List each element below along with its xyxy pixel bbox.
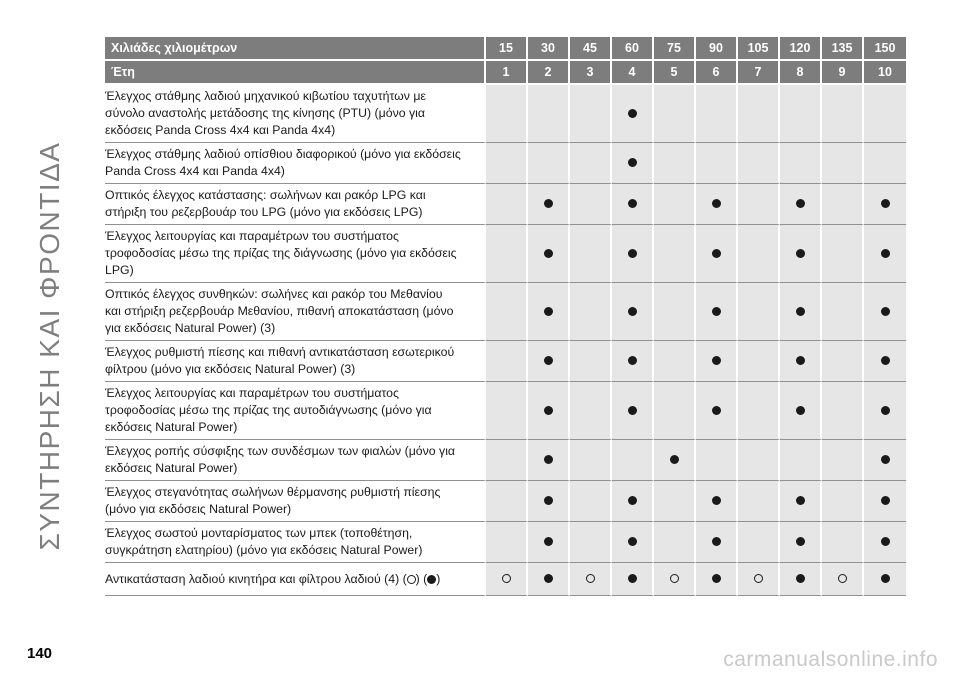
interval-cell [864,143,906,184]
interval-cell [696,225,738,283]
interval-cell [654,341,696,382]
interval-cell [696,382,738,440]
interval-cell [864,522,906,563]
interval-cell [612,341,654,382]
km-header-label: Χιλιάδες χιλιομέτρων [105,37,486,61]
interval-cell [822,382,864,440]
interval-cell [696,184,738,225]
filled-dot-icon [881,455,890,464]
year-header-cell: 8 [780,61,822,85]
interval-cell [696,563,738,596]
interval-cell [654,283,696,341]
interval-cell [822,440,864,481]
description-line: και στήριξη ρεζερβουάρ Μεθανίου, πιθανή αποκατάσταση (μόνο [105,304,454,318]
interval-cell [528,225,570,283]
interval-cell [612,143,654,184]
description-line: Οπτικός έλεγχος συνθηκών: σωλήνες και ρακόρ του Μεθανίου [105,287,443,301]
operation-description [105,382,486,440]
km-header-row [105,37,906,61]
operation-description [105,85,486,143]
interval-cell [654,382,696,440]
description-line: Έλεγχος λειτουργίας και παραμέτρων του συστήματος [105,229,399,243]
description-line: Έλεγχος ροπής σύσφιξης των συνδέσμων των φιαλών (μόνο για [105,444,456,458]
filled-dot-icon [628,537,637,546]
maintenance-table [105,37,906,596]
table-row [105,85,906,143]
interval-cell [696,522,738,563]
filled-dot-icon [628,496,637,505]
table-row [105,563,906,596]
interval-cell [738,440,780,481]
interval-cell [486,225,528,283]
filled-dot-icon [544,199,553,208]
km-header-cell: 150 [864,37,906,61]
table-row [105,341,906,382]
filled-dot-icon [796,537,805,546]
description-line: Αντικατάσταση λαδιού κινητήρα και φίλτρου λαδιού (4) ( [105,571,407,586]
description-line: τροφοδοσίας μέσω της πρίζας της διάγνωσης (μόνο για εκδόσεις [105,246,457,260]
filled-dot-icon [544,249,553,258]
interval-cell [486,522,528,563]
interval-cell [696,341,738,382]
filled-dot-icon [544,455,553,464]
description-line: (μόνο για εκδόσεις Natural Power) [105,502,292,516]
interval-cell [528,143,570,184]
table-row [105,143,906,184]
interval-cell [738,563,780,596]
interval-cell [486,283,528,341]
years-header-row [105,61,906,85]
description-line: Έλεγχος στάθμης λαδιού οπίσθιου διαφορικού (μόνο για εκδόσεις [105,147,461,161]
interval-cell [822,184,864,225]
interval-cell [864,341,906,382]
description-line: Panda Cross 4x4 και Panda 4x4) [105,164,285,178]
description-line: για εκδόσεις Natural Power) (3) [105,321,276,335]
description-line: Οπτικός έλεγχος κατάστασης: σωλήνων και ρακόρ LPG και [105,188,426,202]
interval-cell [570,440,612,481]
description-line: συγκράτηση ελατηρίου) (μόνο για εκδόσεις Natural Power) [105,543,423,557]
interval-cell [780,283,822,341]
interval-cell [780,563,822,596]
filled-dot-icon [628,109,637,118]
interval-cell [738,481,780,522]
table-row [105,225,906,283]
filled-dot-icon [628,574,637,583]
filled-dot-icon [544,537,553,546]
interval-cell [570,481,612,522]
interval-cell [486,563,528,596]
year-header-cell: 10 [864,61,906,85]
description-line: Έλεγχος στάθμης λαδιού μηχανικού κιβωτίου ταχυτήτων με [105,89,426,103]
filled-dot-icon [796,199,805,208]
interval-cell [654,184,696,225]
description-line: Έλεγχος σωστού μονταρίσματος των μπεκ (τοποθέτηση, [105,526,413,540]
filled-dot-icon [796,249,805,258]
year-header-cell: 9 [822,61,864,85]
table-row [105,184,906,225]
empty-circle-icon [502,574,511,583]
km-header-cell: 15 [486,37,528,61]
interval-cell [612,283,654,341]
table-row [105,481,906,522]
interval-cell [528,85,570,143]
interval-cell [822,225,864,283]
filled-dot-icon [544,356,553,365]
interval-cell [738,382,780,440]
interval-cell [738,143,780,184]
interval-cell [528,184,570,225]
km-header-cell: 135 [822,37,864,61]
description-line: ) ( [415,571,428,586]
description-line: φίλτρου (μόνο για εκδόσεις Natural Power) (3) [105,362,356,376]
side-section-title: ΣΥΝΤΗΡΗΣΗ ΚΑΙ ΦΡΟΝΤΙΔΑ [34,141,65,551]
interval-cell [738,341,780,382]
interval-cell [738,85,780,143]
filled-dot-icon [712,199,721,208]
filled-dot-icon [881,199,890,208]
interval-cell [570,85,612,143]
interval-cell [612,382,654,440]
interval-cell [822,283,864,341]
filled-dot-icon [544,307,553,316]
interval-cell [486,184,528,225]
interval-cell [486,85,528,143]
interval-cell [654,143,696,184]
interval-cell [612,522,654,563]
interval-cell [864,382,906,440]
empty-circle-icon [754,574,763,583]
interval-cell [822,563,864,596]
interval-cell [654,563,696,596]
filled-dot-icon [628,406,637,415]
interval-cell [528,440,570,481]
interval-cell [528,522,570,563]
interval-cell [822,481,864,522]
interval-cell [780,382,822,440]
filled-dot-icon [881,249,890,258]
description-line: Έλεγχος ρυθμιστή πίεσης και πιθανή αντικατάσταση εσωτερικού [105,345,455,359]
interval-cell [570,225,612,283]
year-header-cell: 5 [654,61,696,85]
interval-cell [738,283,780,341]
interval-cell [864,85,906,143]
filled-dot-icon [712,574,721,583]
interval-cell [780,522,822,563]
year-header-cell: 1 [486,61,528,85]
operation-description [105,481,486,522]
description-line: εκδόσεις Natural Power) [105,461,238,475]
table-row [105,440,906,481]
filled-dot-icon [881,307,890,316]
interval-cell [486,143,528,184]
interval-cell [864,481,906,522]
description-line: σύνολο αναστολής μετάδοσης της κίνησης (PTU) (μόνο για [105,106,425,120]
interval-cell [696,481,738,522]
filled-dot-icon [544,496,553,505]
description-line: τροφοδοσίας μέσω της πρίζας της αυτοδιάγνωσης (μόνο για [105,403,432,417]
interval-cell [528,382,570,440]
interval-cell [780,341,822,382]
page-number: 140 [27,645,53,662]
filled-dot-icon [670,455,679,464]
interval-cell [654,481,696,522]
filled-dot-icon [427,575,436,584]
filled-dot-icon [712,356,721,365]
operation-description [105,225,486,283]
interval-cell [570,522,612,563]
filled-dot-icon [881,356,890,365]
year-header-cell: 4 [612,61,654,85]
interval-cell [822,143,864,184]
interval-cell [654,440,696,481]
interval-cell [612,440,654,481]
interval-cell [528,563,570,596]
table-body [105,85,906,596]
km-header-cell: 120 [780,37,822,61]
empty-circle-icon [670,574,679,583]
interval-cell [486,341,528,382]
filled-dot-icon [796,406,805,415]
interval-cell [570,382,612,440]
year-header-cell: 3 [570,61,612,85]
empty-circle-icon [838,574,847,583]
operation-description [105,522,486,563]
filled-dot-icon [881,406,890,415]
interval-cell [654,522,696,563]
filled-dot-icon [881,496,890,505]
interval-cell [528,283,570,341]
interval-cell [864,184,906,225]
km-header-cell: 90 [696,37,738,61]
table-row [105,522,906,563]
table-row [105,382,906,440]
interval-cell [612,184,654,225]
filled-dot-icon [628,249,637,258]
filled-dot-icon [796,356,805,365]
interval-cell [822,85,864,143]
operation-description [105,184,486,225]
interval-cell [780,184,822,225]
km-header-cell: 30 [528,37,570,61]
km-header-cell: 45 [570,37,612,61]
year-header-cell: 6 [696,61,738,85]
description-line: Έλεγχος λειτουργίας και παραμέτρων του συστήματος [105,386,399,400]
interval-cell [864,440,906,481]
interval-cell [570,184,612,225]
interval-cell [822,341,864,382]
description-line: εκδόσεις Natural Power) [105,420,238,434]
filled-dot-icon [796,496,805,505]
filled-dot-icon [544,574,553,583]
interval-cell [528,341,570,382]
description-line: στήριξη του ρεζερβουάρ του LPG (μόνο για εκδόσεις LPG) [105,205,423,219]
year-header-cell: 7 [738,61,780,85]
operation-description [105,341,486,382]
filled-dot-icon [544,406,553,415]
filled-dot-icon [712,249,721,258]
watermark: carmanualsonline.info [723,648,938,671]
filled-dot-icon [881,574,890,583]
interval-cell [486,481,528,522]
km-header-cell: 75 [654,37,696,61]
interval-cell [570,563,612,596]
description-line: LPG) [105,263,134,277]
operation-description [105,283,486,341]
interval-cell [696,143,738,184]
description-line: ) [436,571,441,586]
interval-cell [696,440,738,481]
description-line: εκδόσεις Panda Cross 4x4 και Panda 4x4) [105,123,336,137]
empty-circle-icon [407,575,416,584]
table-row [105,283,906,341]
interval-cell [528,481,570,522]
interval-cell [780,143,822,184]
filled-dot-icon [881,537,890,546]
filled-dot-icon [796,307,805,316]
interval-cell [864,283,906,341]
interval-cell [570,283,612,341]
interval-cell [486,382,528,440]
year-header-cell: 2 [528,61,570,85]
interval-cell [738,522,780,563]
interval-cell [696,85,738,143]
operation-description [105,143,486,184]
filled-dot-icon [796,574,805,583]
filled-dot-icon [712,307,721,316]
interval-cell [654,225,696,283]
interval-cell [738,225,780,283]
filled-dot-icon [712,406,721,415]
km-header-cell: 60 [612,37,654,61]
filled-dot-icon [712,537,721,546]
filled-dot-icon [628,356,637,365]
interval-cell [696,283,738,341]
interval-cell [654,85,696,143]
operation-description [105,440,486,481]
filled-dot-icon [628,199,637,208]
description-line: Έλεγχος στεγανότητας σωλήνων θέρμανσης ρυθμιστή πίεσης [105,485,441,499]
filled-dot-icon [628,307,637,316]
interval-cell [822,522,864,563]
interval-cell [486,440,528,481]
interval-cell [780,440,822,481]
interval-cell [780,85,822,143]
years-header-label: Έτη [105,61,486,85]
interval-cell [612,225,654,283]
table-header [105,37,906,85]
interval-cell [612,481,654,522]
empty-circle-icon [586,574,595,583]
interval-cell [612,85,654,143]
filled-dot-icon [712,496,721,505]
interval-cell [780,481,822,522]
filled-dot-icon [628,158,637,167]
interval-cell [864,563,906,596]
interval-cell [612,563,654,596]
interval-cell [780,225,822,283]
interval-cell [738,184,780,225]
interval-cell [570,143,612,184]
operation-description [105,563,486,596]
interval-cell [570,341,612,382]
km-header-cell: 105 [738,37,780,61]
interval-cell [864,225,906,283]
